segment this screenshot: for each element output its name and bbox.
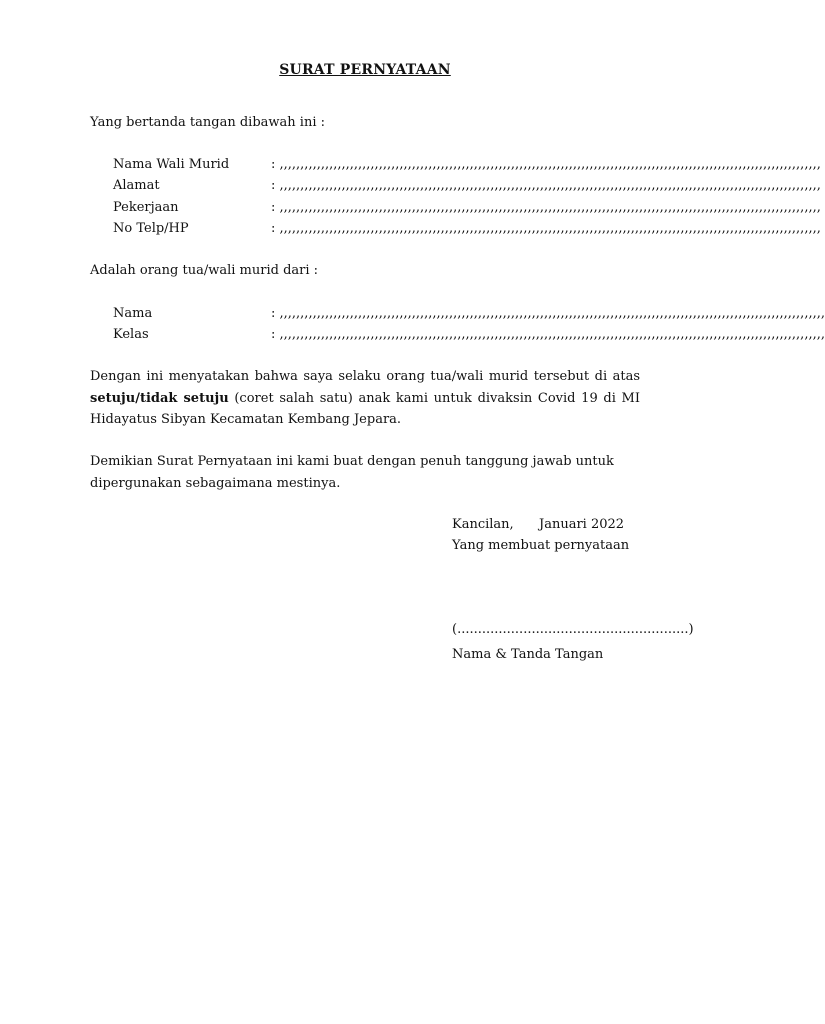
field-label: No Telp/HP bbox=[113, 221, 189, 236]
statement-text-rest: (coret salah satu) anak kami untuk divaksin Covid 19 di MI Hidayatus Sibyan Kecamatan Kembang Jepara. bbox=[90, 390, 640, 427]
statement-paragraph bbox=[90, 366, 640, 431]
field-label: Kelas bbox=[113, 327, 149, 342]
intro-text: Yang bertanda tangan dibawah ini : bbox=[90, 115, 325, 130]
signature-name-line: (........................................................) bbox=[452, 622, 694, 637]
signature-date-line bbox=[452, 517, 624, 532]
field-blank: : ,,,,,,,,,,,,,,,,,,,,,,,,,,,,,,,,,,,,,,,,,,,,,,,,,,,,,,,,,,,,,,,,,,,,,,,,,,,,,,,,,,,,,,,,,,,,,,,,,,,,,,,,,,,,,,,,,,,,,,,,,,,,,,,,,,, bbox=[271, 157, 821, 172]
field-blank: : ,,,,,,,,,,,,,,,,,,,,,,,,,,,,,,,,,,,,,,,,,,,,,,,,,,,,,,,,,,,,,,,,,,,,,,,,,,,,,,,,,,,,,,,,,,,,,,,,,,,,,,,,,,,,,,,,,,,,,,,,,,,,,,,,,,,, bbox=[271, 306, 825, 321]
field-label: Nama Wali Murid bbox=[113, 157, 230, 172]
signature-place: Kancilan, bbox=[452, 517, 514, 532]
field-row-alamat bbox=[113, 178, 821, 193]
student-intro-text: Adalah orang tua/wali murid dari : bbox=[90, 263, 319, 278]
field-row-nama-wali-murid bbox=[113, 157, 821, 172]
field-row-kelas bbox=[113, 327, 825, 342]
statement-choice: setuju/tidak setuju bbox=[90, 390, 229, 406]
field-label: Alamat bbox=[113, 178, 160, 193]
field-row-pekerjaan bbox=[113, 200, 821, 215]
field-blank: : ,,,,,,,,,,,,,,,,,,,,,,,,,,,,,,,,,,,,,,,,,,,,,,,,,,,,,,,,,,,,,,,,,,,,,,,,,,,,,,,,,,,,,,,,,,,,,,,,,,,,,,,,,,,,,,,,,,,,,,,,,,,,,,,,,,, bbox=[271, 221, 821, 236]
signature-date: Januari 2022 bbox=[539, 517, 625, 532]
closing-paragraph: Demikian Surat Pernyataan ini kami buat dengan penuh tanggung jawab untuk dipergunakan sebagaimana mestinya. bbox=[90, 454, 614, 491]
field-label: Nama bbox=[113, 306, 153, 321]
statement-text: Dengan ini menyatakan bahwa saya selaku orang tua/wali murid tersebut di atas bbox=[90, 369, 640, 384]
field-row-no-telp bbox=[113, 221, 821, 236]
field-blank: : ,,,,,,,,,,,,,,,,,,,,,,,,,,,,,,,,,,,,,,,,,,,,,,,,,,,,,,,,,,,,,,,,,,,,,,,,,,,,,,,,,,,,,,,,,,,,,,,,,,,,,,,,,,,,,,,,,,,,,,,,,,,,,,,,,,,, bbox=[271, 327, 825, 342]
field-blank: : ,,,,,,,,,,,,,,,,,,,,,,,,,,,,,,,,,,,,,,,,,,,,,,,,,,,,,,,,,,,,,,,,,,,,,,,,,,,,,,,,,,,,,,,,,,,,,,,,,,,,,,,,,,,,,,,,,,,,,,,,,,,,,,,,,,, bbox=[271, 178, 821, 193]
field-blank: : ,,,,,,,,,,,,,,,,,,,,,,,,,,,,,,,,,,,,,,,,,,,,,,,,,,,,,,,,,,,,,,,,,,,,,,,,,,,,,,,,,,,,,,,,,,,,,,,,,,,,,,,,,,,,,,,,,,,,,,,,,,,,,,,,,,, bbox=[271, 200, 821, 215]
document-title: SURAT PERNYATAAN bbox=[279, 62, 451, 78]
field-row-nama bbox=[113, 306, 825, 321]
field-label: Pekerjaan bbox=[113, 200, 179, 215]
signature-caption: Nama & Tanda Tangan bbox=[452, 647, 604, 662]
signature-maker: Yang membuat pernyataan bbox=[452, 538, 630, 553]
